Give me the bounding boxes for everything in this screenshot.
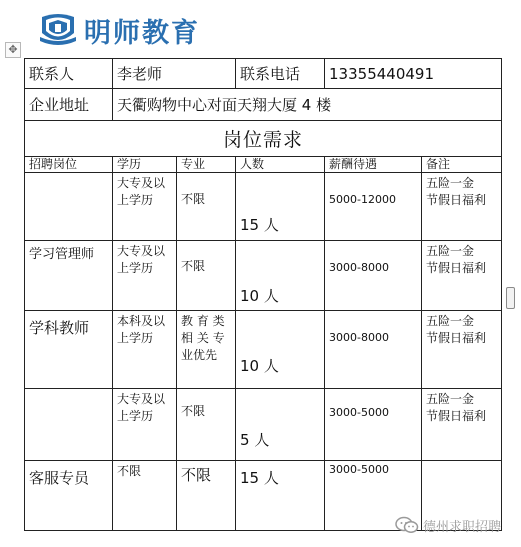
position-cell (25, 461, 113, 531)
position-cell (25, 173, 113, 241)
count-cell (236, 173, 325, 241)
note-line: 节假日福利 (426, 331, 487, 345)
education-line: 大专及以 (117, 176, 166, 190)
table-row (25, 311, 502, 389)
column-header: 招聘岗位 (25, 157, 113, 173)
count-cell (236, 311, 325, 389)
major-line: 业优先 (181, 348, 218, 362)
note-line: 五险一金 (426, 176, 475, 190)
position-name: 学科教师 (29, 319, 90, 337)
headcount: 15 人 (240, 216, 279, 234)
position-name: 学习管理师 (29, 247, 95, 262)
count-cell (236, 241, 325, 311)
major-line: 教 育 类 (181, 314, 225, 328)
section-title: 岗位需求 (25, 121, 502, 157)
brand-logo (38, 10, 200, 50)
education-cell (113, 461, 177, 531)
position-cell (25, 311, 113, 389)
salary-cell (325, 311, 422, 389)
education-cell (113, 241, 177, 311)
education-line: 大专及以 (117, 392, 166, 406)
notes-cell (422, 173, 502, 241)
phone-label: 联系电话 (236, 59, 325, 89)
contact-row (25, 59, 502, 89)
section-title-row (25, 121, 502, 157)
major-cell (177, 311, 236, 389)
count-cell (236, 461, 325, 531)
column-header-row (25, 157, 502, 173)
education-line: 上学历 (117, 261, 154, 275)
major-line: 不限 (181, 466, 212, 484)
move-handle-icon[interactable]: ✥ (5, 42, 21, 58)
education-line: 不限 (117, 464, 142, 478)
column-header: 专业 (177, 157, 236, 173)
watermark (395, 515, 501, 535)
salary-range: 3000-5000 (329, 406, 389, 419)
notes-cell (422, 241, 502, 311)
table-row (25, 173, 502, 241)
position-cell (25, 389, 113, 461)
notes-cell (422, 389, 502, 461)
education-line: 本科及以 (117, 314, 166, 328)
contact-name: 李老师 (113, 59, 236, 89)
notes-cell (422, 311, 502, 389)
brand-name: 明师教育 (84, 17, 200, 49)
address-label: 企业地址 (25, 89, 113, 121)
education-line: 上学历 (117, 331, 154, 345)
position-name: 客服专员 (29, 469, 90, 487)
column-header: 人数 (236, 157, 325, 173)
salary-range: 3000-8000 (329, 331, 389, 344)
major-line: 相 关 专 (181, 331, 225, 345)
note-line: 五险一金 (426, 244, 475, 258)
education-cell (113, 311, 177, 389)
table-row (25, 241, 502, 311)
note-line: 五险一金 (426, 314, 475, 328)
salary-cell (325, 241, 422, 311)
wechat-channel-icon (395, 515, 419, 535)
education-line: 上学历 (117, 409, 154, 423)
note-line: 节假日福利 (426, 261, 487, 275)
salary-range: 3000-5000 (329, 463, 389, 476)
headcount: 5 人 (240, 431, 270, 449)
headcount: 15 人 (240, 469, 279, 487)
major-cell (177, 173, 236, 241)
note-line: 节假日福利 (426, 193, 487, 207)
side-tab-marker[interactable] (506, 287, 515, 309)
contact-label: 联系人 (25, 59, 113, 89)
address-row (25, 89, 502, 121)
school-emblem-icon (38, 11, 78, 49)
major-cell (177, 389, 236, 461)
count-cell (236, 389, 325, 461)
headcount: 10 人 (240, 287, 279, 305)
table-row (25, 389, 502, 461)
salary-cell (325, 389, 422, 461)
note-line: 节假日福利 (426, 409, 487, 423)
phone-value: 13355440491 (325, 59, 502, 89)
major-cell (177, 461, 236, 531)
position-cell (25, 241, 113, 311)
salary-range: 5000-12000 (329, 193, 396, 206)
recruitment-table (24, 58, 502, 531)
headcount: 10 人 (240, 357, 279, 375)
column-header: 学历 (113, 157, 177, 173)
column-header: 备注 (422, 157, 502, 173)
column-header: 薪酬待遇 (325, 157, 422, 173)
salary-range: 3000-8000 (329, 261, 389, 274)
major-line: 不限 (181, 192, 206, 206)
salary-cell (325, 173, 422, 241)
education-cell (113, 389, 177, 461)
note-line: 五险一金 (426, 392, 475, 406)
major-line: 不限 (181, 259, 206, 273)
major-line: 不限 (181, 404, 206, 418)
watermark-text: 德州求职招聘 (423, 519, 502, 535)
education-line: 大专及以 (117, 244, 166, 258)
education-line: 上学历 (117, 193, 154, 207)
address-value: 天衢购物中心对面天翔大厦 4 楼 (113, 89, 502, 121)
major-cell (177, 241, 236, 311)
education-cell (113, 173, 177, 241)
